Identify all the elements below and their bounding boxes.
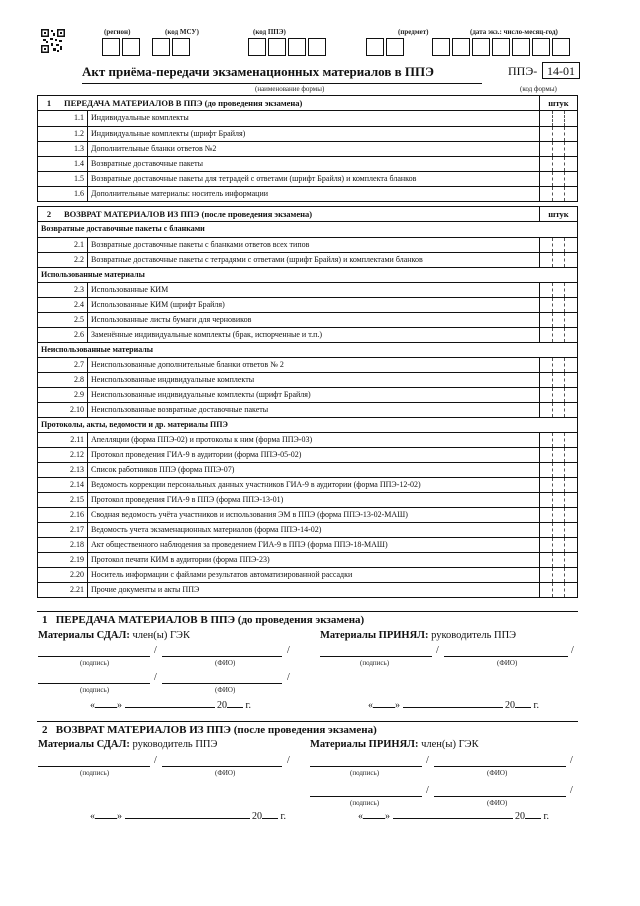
table-row [38,282,577,297]
row-text: Заменённые индивидуальные комплекты (брак, испорченные и т.п.) [88,328,540,342]
row-text: Список работников ППЭ (форма ППЭ-07) [88,463,540,477]
row-text: Индивидуальные комплекты (шрифт Брайля) [88,127,540,141]
table-row [38,126,577,141]
row-text: Протокол проведения ГИА-9 в ППЭ (форма ППЭ-13-01) [88,493,540,507]
table-row [38,357,577,372]
sig2-receiver-sign-line-1[interactable] [310,766,422,767]
table-row [38,537,577,552]
sig1-receiver-label: Материалы ПРИНЯЛ: руководитель ППЭ [320,630,517,641]
sig2-heading: 2 ВОЗВРАТ МАТЕРИАЛОВ ИЗ ППЭ (после проведения экзамена) [42,724,377,736]
row-text: Акт общественного наблюдения за проведением ГИА-9 в ППЭ (форма ППЭ-18-МАШ) [88,538,540,552]
count-cell[interactable] [540,172,577,186]
sig2-giver-fio-line[interactable] [162,766,282,767]
row-text: Апелляции (форма ППЭ-02) и протоколы к ним (форма ППЭ-03) [88,433,540,447]
row-text: Использованные КИМ [88,283,540,297]
row-text: Неиспользованные возвратные доставочные пакеты [88,403,540,417]
count-cell[interactable] [540,388,577,402]
sig2-receiver-date[interactable]: « » 20 г. [358,811,549,822]
form-code: 14-01 [542,62,580,79]
section1-count-header: штук [548,98,569,108]
sig1-giver-fio-line-1[interactable] [162,656,282,657]
exam-date-label: (дата экз.: число-месяц-год) [470,28,558,36]
count-cell[interactable] [540,298,577,312]
section2-header: 2 ВОЗВРАТ МАТЕРИАЛОВ ИЗ ППЭ (после проведения экзамена) штук [38,207,577,222]
table-row [38,186,577,201]
count-cell[interactable] [540,448,577,462]
count-cell[interactable] [540,253,577,267]
table-row [38,567,577,582]
msu-cells[interactable] [152,38,192,56]
region-cells[interactable] [102,38,142,56]
row-number: 2.18 [60,538,88,552]
section2-title: ВОЗВРАТ МАТЕРИАЛОВ ИЗ ППЭ (после проведения экзамена) [60,207,540,221]
row-text: Сводная ведомость учёта участников и использования ЭМ в ППЭ (форма ППЭ-13-02-МАШ) [88,508,540,522]
region-label: (регион) [104,28,131,36]
count-cell[interactable] [540,538,577,552]
table-row [38,141,577,156]
sig2-receiver-fio-line-1[interactable] [434,766,566,767]
row-number: 2.9 [60,388,88,402]
sig1-receiver-fio-line[interactable] [444,656,568,657]
count-cell[interactable] [540,568,577,582]
count-cell[interactable] [540,583,577,597]
group-heading: Неиспользованные материалы [38,342,577,357]
row-number: 2.14 [60,478,88,492]
row-text: Использованные КИМ (шрифт Брайля) [88,298,540,312]
row-number: 1.2 [60,127,88,141]
ppe-code-label: (код ППЭ) [253,28,286,36]
row-text: Протокол проведения ГИА-9 в аудитории (форма ППЭ-05-02) [88,448,540,462]
sig1-heading: 1 ПЕРЕДАЧА МАТЕРИАЛОВ В ППЭ (до проведения экзамена) [42,614,365,626]
date-cells[interactable] [432,38,572,56]
row-text: Прочие документы и акты ППЭ [88,583,540,597]
group-heading: Использованные материалы [38,267,577,282]
section2-table [37,206,578,598]
sig2-giver-sign-line[interactable] [38,766,150,767]
row-number: 2.11 [60,433,88,447]
row-text: Неиспользованные индивидуальные комплекты (шрифт Брайля) [88,388,540,402]
row-text: Неиспользованные индивидуальные комплекты [88,373,540,387]
ppe-code-cells[interactable] [248,38,328,56]
count-cell[interactable] [540,403,577,417]
row-number: 2.5 [60,313,88,327]
table-row [38,507,577,522]
table-row [38,111,577,126]
table-row [38,171,577,186]
count-cell[interactable] [540,553,577,567]
table-row [38,237,577,252]
sig1-giver-sign-line-1[interactable] [38,656,150,657]
row-text: Возвратные доставочные пакеты [88,157,540,171]
row-number: 2.7 [60,358,88,372]
section1-header: 1 ПЕРЕДАЧА МАТЕРИАЛОВ В ППЭ (до проведения экзамена) штук [38,96,577,111]
form-code-caption: (код формы) [520,85,557,93]
count-cell[interactable] [540,238,577,252]
form-code-prefix: ППЭ- [508,64,538,78]
row-text: Использованные листы бумаги для черновиков [88,313,540,327]
count-cell[interactable] [540,478,577,492]
row-number: 2.15 [60,493,88,507]
row-number: 2.8 [60,373,88,387]
row-number: 2.4 [60,298,88,312]
count-cell[interactable] [540,523,577,537]
table-row [38,156,577,171]
row-number: 2.20 [60,568,88,582]
table-row [38,312,577,327]
group-heading: Возвратные доставочные пакеты с бланками [41,224,205,233]
table-row [38,327,577,342]
row-text: Дополнительные бланки ответов №2 [88,142,540,156]
row-text: Дополнительные материалы: носитель информации [88,187,540,201]
sig1-giver-date[interactable]: « » 20 г. [90,700,251,711]
form-name-caption: (наименование формы) [255,85,325,93]
table-row [38,462,577,477]
sig2-receiver-sign-line-2[interactable] [310,796,422,797]
count-cell[interactable] [540,157,577,171]
sig2-giver-label: Материалы СДАЛ: руководитель ППЭ [38,739,218,750]
row-number: 1.6 [60,187,88,201]
row-text: Неиспользованные дополнительные бланки ответов № 2 [88,358,540,372]
count-cell[interactable] [540,111,577,126]
sig2-receiver-fio-line-2[interactable] [434,796,566,797]
row-number: 2.12 [60,448,88,462]
section1-table [37,95,578,202]
row-number: 2.17 [60,523,88,537]
row-text: Индивидуальные комплекты [88,111,540,126]
row-number: 2.2 [60,253,88,267]
count-cell[interactable] [540,283,577,297]
sig1-giver-sign-line-2[interactable] [38,683,150,684]
row-number: 2.16 [60,508,88,522]
table-row [38,432,577,447]
qr-code [41,29,65,53]
table-row [38,582,577,597]
table-row [38,522,577,537]
subject-cells[interactable] [366,38,406,56]
sig1-giver-fio-line-2[interactable] [162,683,282,684]
count-cell[interactable] [540,493,577,507]
table-row [38,372,577,387]
table-row [38,387,577,402]
sig1-giver-label: Материалы СДАЛ: член(ы) ГЭК [38,630,190,641]
row-number: 2.21 [60,583,88,597]
form-title: Акт приёма-передачи экзаменационных материалов в ППЭ [82,64,434,79]
count-cell[interactable] [540,463,577,477]
count-cell[interactable] [540,127,577,141]
count-cell[interactable] [540,358,577,372]
count-cell[interactable] [540,508,577,522]
count-cell[interactable] [540,187,577,201]
section2-count-header: штук [548,209,569,219]
count-cell[interactable] [540,433,577,447]
count-cell[interactable] [540,328,577,342]
row-number: 1.3 [60,142,88,156]
sig2-receiver-label: Материалы ПРИНЯЛ: член(ы) ГЭК [310,739,479,750]
table-row [38,447,577,462]
sig1-receiver-sign-line[interactable] [320,656,432,657]
table-row [38,492,577,507]
row-number: 2.10 [60,403,88,417]
row-number: 1.1 [60,111,88,126]
row-text: Ведомость учета экзаменационных материалов (форма ППЭ-14-02) [88,523,540,537]
row-text: Ведомость коррекции персональных данных участников ГИА-9 в аудитории (форма ППЭ-12-02) [88,478,540,492]
group-heading: Протоколы, акты, ведомости и др. материалы ППЭ [38,417,577,432]
row-text: Протокол печати КИМ в аудитории (форма ППЭ-23) [88,553,540,567]
row-text: Возвратные доставочные пакеты с тетрадями с ответами (шрифт Брайля) и комплектами бланков [88,253,540,267]
row-number: 2.6 [60,328,88,342]
count-cell[interactable] [540,373,577,387]
table-row [38,402,577,417]
sig1-receiver-date[interactable]: « » 20 г. [368,700,539,711]
row-number: 2.13 [60,463,88,477]
table-row [38,297,577,312]
row-number: 1.5 [60,172,88,186]
row-number: 1.4 [60,157,88,171]
row-number: 2.1 [60,238,88,252]
table-row [38,552,577,567]
row-text: Возвратные доставочные пакеты с бланками ответов всех типов [88,238,540,252]
row-text: Носитель информации с файлами результатов автоматизированной рассадки [88,568,540,582]
row-number: 2.19 [60,553,88,567]
count-cell[interactable] [540,142,577,156]
section1-title: ПЕРЕДАЧА МАТЕРИАЛОВ В ППЭ (до проведения экзамена) [60,96,540,110]
subject-label: (предмет) [398,28,429,36]
row-text: Возвратные доставочные пакеты для тетрадей с ответами (шрифт Брайля) и комплекта бланков [88,172,540,186]
row-number: 2.3 [60,283,88,297]
sig2-giver-date[interactable]: « » 20 г. [90,811,286,822]
count-cell[interactable] [540,313,577,327]
table-row [38,252,577,267]
msu-label: (код МСУ) [165,28,199,36]
table-row [38,477,577,492]
